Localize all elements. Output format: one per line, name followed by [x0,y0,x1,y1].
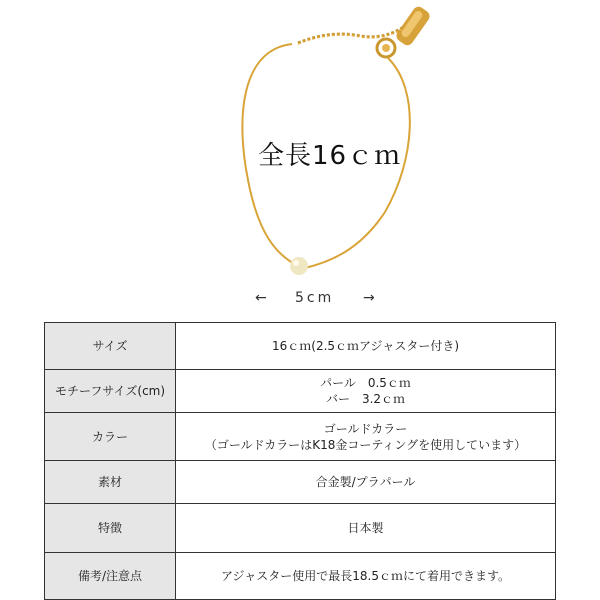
spec-key: 素材 [45,461,176,504]
spec-value-line: アジャスター使用で最長18.5ｃｍにて着用できます。 [220,569,511,583]
spec-row-size [45,323,556,370]
spec-row-motif-size [45,370,556,413]
spec-row-notes [45,553,556,600]
spec-value-line: 16ｃｍ(2.5ｃｍアジャスター付き) [272,339,459,353]
scale-indicator [0,290,600,310]
spec-value-line: パール 0.5ｃｍ [320,376,411,390]
arrow-left-icon: ← [255,290,267,306]
spec-table [44,322,556,600]
total-length-caption: 全長16ｃｍ [258,141,402,171]
spec-key: サイズ [45,323,176,370]
spec-value-line: ゴールドカラー [323,421,408,436]
scale-label: 5cm [295,290,335,306]
spec-key: カラー [45,413,176,461]
spec-key: 特徴 [45,504,176,553]
spring-clasp [377,39,395,57]
spec-value [176,323,556,370]
spec-value [176,504,556,553]
spec-row-color [45,413,556,461]
spec-row-feature [45,504,556,553]
spec-key: モチーフサイズ(cm) [45,370,176,413]
spec-value [176,370,556,413]
spec-value-line: 日本製 [347,521,384,535]
brand-tag [394,4,432,47]
spec-value-line: 合金製/プラパール [315,475,416,489]
spec-value [176,461,556,504]
spec-row-material [45,461,556,504]
spec-value [176,413,556,461]
arrow-right-icon: → [363,290,375,306]
spec-value-line: バー 3.2ｃｍ [325,392,406,406]
pearl [290,257,308,275]
spec-key: 備考/注意点 [45,553,176,600]
spec-value-line: （ゴールドカラーはK18金コーティングを使用しています） [204,437,527,452]
extender-chain [298,26,405,44]
spec-value [176,553,556,600]
